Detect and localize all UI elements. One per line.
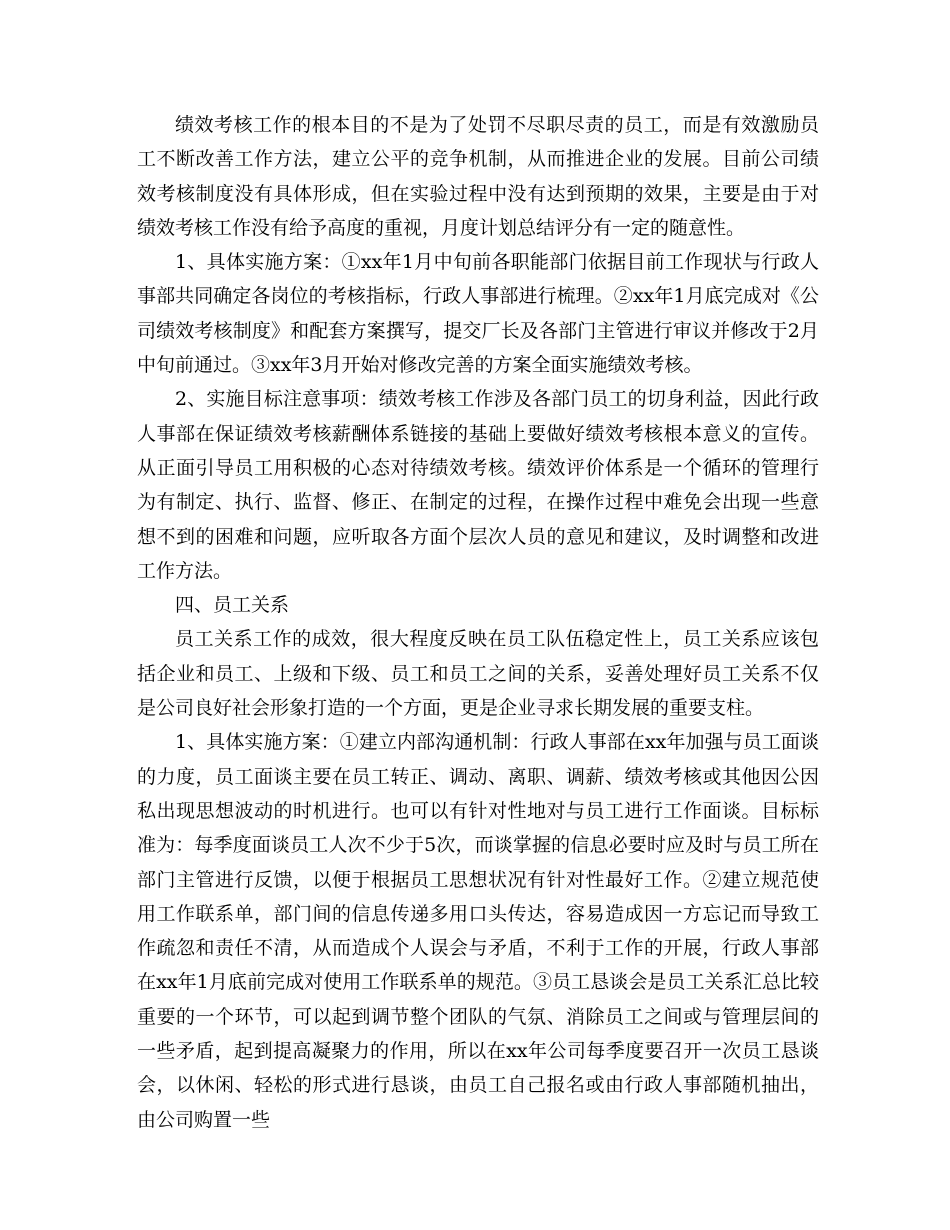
paragraph-performance-notes: 2、实施目标注意事项：绩效考核工作涉及各部门员工的切身利益，因此行政人事部在保证绩效考核薪酬体系链接的基础上要做好绩效考核根本意义的宣传。从正面引导员工用积极的心态对待绩效考核。绩效评价体系是一个循环的管理行为有制定、执行、监督、修正、在制定的过程，在操作过程中难免会出现一些意想不到的困难和问题，应听取各方面个层次人员的意见和建议，及时调整和改进工作方法。 (137, 388, 819, 582)
paragraph-employee-relations-intro: 员工关系工作的成效，很大程度反映在员工队伍稳定性上，员工关系应该包括企业和员工、上级和下级、员工和员工之间的关系，妥善处理好员工关系不仅是公司良好社会形象打造的一个方面，更是企业寻求长期发展的重要支柱。 (137, 628, 819, 720)
paragraph-performance-purpose: 绩效考核工作的根本目的不是为了处罚不尽职尽责的员工，而是有效激励员工不断改善工作方法，建立公平的竞争机制，从而推进企业的发展。目前公司绩效考核制度没有具体形成，但在实验过程中没有达到预期的效果，主要是由于对绩效考核工作没有给予高度的重视，月度计划总结评分有一定的随意性。 (137, 114, 819, 239)
section-heading-employee-relations: 四、员工关系 (175, 594, 290, 617)
paragraph-employee-relations-plan: 1、具体实施方案：①建立内部沟通机制：行政人事部在xx年加强与员工面谈的力度，员工面谈主要在员工转正、调动、离职、调薪、绩效考核或其他因公因私出现思想波动的时机进行。也可以有针对性地对与员工进行工作面谈。目标标准为：每季度面谈员工人次不少于5次，而谈掌握的信息必要时应及时与员工所在部门主管进行反馈，以便于根据员工思想状况有针对性最好工作。②建立规范使用工作联系单，部门间的信息传递多用口头传达，容易造成因一方忘记而导致工作疏忽和责任不清，从而造成个人误会与矛盾，不利于工作的开展，行政人事部在xx年1月底前完成对使用工作联系单的规范。③员工恳谈会是员工关系汇总比较重要的一个环节，可以起到调节整个团队的气氛、消除员工之间或与管理层间的一些矛盾，起到提高凝聚力的作用，所以在xx年公司每季度要召开一次员工恳谈会，以休闲、轻松的形式进行恳谈，由员工自己报名或由行政人事部随机抽出，由公司购置一些 (137, 731, 819, 1131)
document-page (137, 108, 819, 1137)
paragraph-performance-plan: 1、具体实施方案：①xx年1月中旬前各职能部门依据目前工作现状与行政人事部共同确定各岗位的考核指标，行政人事部进行梳理。②xx年1月底完成对《公司绩效考核制度》和配套方案撰写，提交厂长及各部门主管进行审议并修改于2月中旬前通过。③xx年3月开始对修改完善的方案全面实施绩效考核。 (137, 251, 819, 377)
